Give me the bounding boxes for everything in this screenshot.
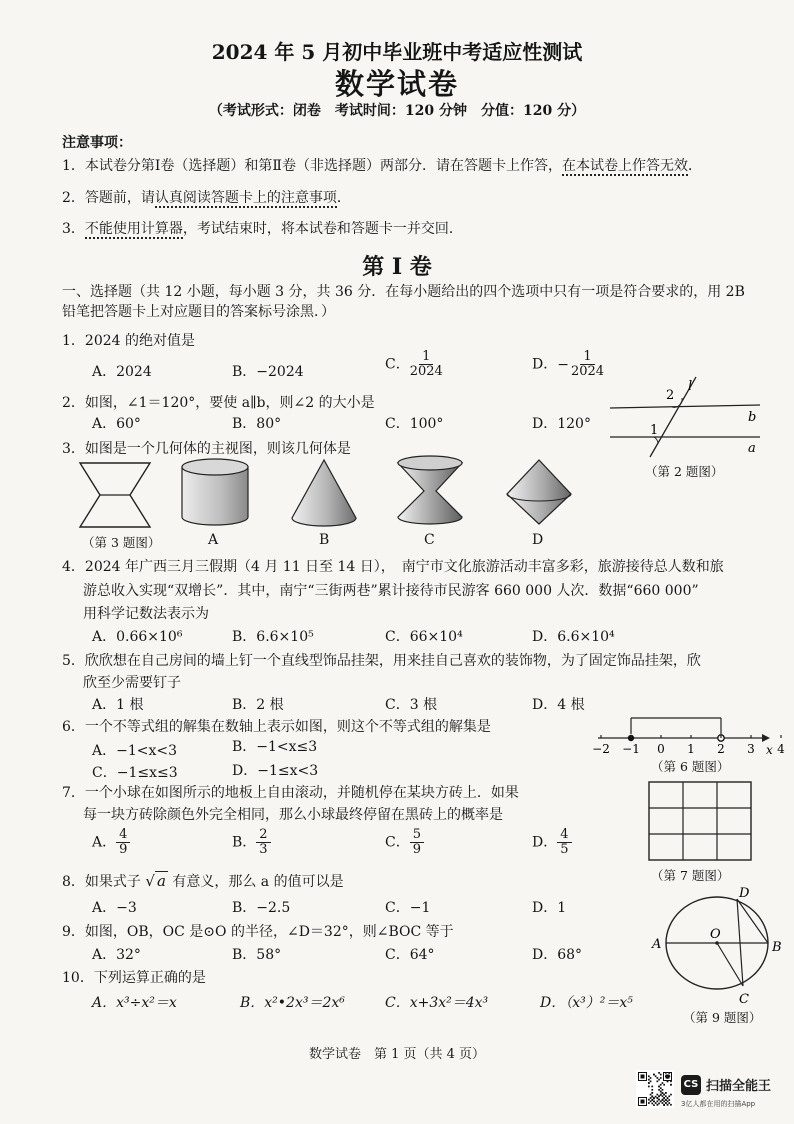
number-line-arrow: [762, 734, 770, 742]
notice-item-1: 1．本试卷分第Ⅰ卷（选择题）和第Ⅱ卷（非选择题）两部分．请在答题卡上作答，在本试卷上作答无效．: [62, 158, 702, 174]
q9-option-c: C．64°: [385, 947, 435, 963]
q2-option-b: B．80°: [232, 416, 282, 432]
q7-option-b: B． $\frac{2}{3}$: [232, 828, 271, 857]
q6-caption: （第 6 题图）: [651, 759, 730, 774]
q2-label-l: l: [688, 379, 693, 394]
cs-logo-icon: CS: [681, 1075, 701, 1095]
q10-option-c: C．x+3x²＝4x³: [385, 995, 489, 1011]
q9-option-a: A．32°: [92, 947, 141, 963]
label-a: A: [652, 937, 662, 952]
q5-option-a: A．1 根: [92, 697, 144, 713]
q2-label-a: a: [748, 441, 756, 456]
q4-line-2: 游总收入实现“双增长”．其中，南宁“三街两巷”累计接待市民游客 660 000 人次．数据“660 000”: [83, 583, 699, 599]
q2-figure: [610, 375, 770, 460]
q4-option-b: B．6.6×10⁵: [232, 629, 314, 645]
q1-option-b: B．−2024: [232, 364, 304, 380]
q1-option-a: A．2024: [92, 364, 152, 380]
q1-option-d: D．− $\frac{1}{2024}$: [532, 349, 605, 379]
tick-label: −2: [592, 742, 610, 756]
notice-item-2: 2．答题前，请认真阅读答题卡上的注意事项．: [62, 190, 351, 206]
q3-option-a-cylinder: [180, 457, 252, 527]
q6-stem: 6．一个不等式组的解集在数轴上表示如图，则这个不等式组的解集是: [62, 719, 491, 735]
q5-line-2: 欣至少需要钉子: [83, 675, 181, 691]
q6-number-line: [590, 710, 785, 760]
q7-option-a: A． $\frac{4}{9}$: [92, 828, 130, 857]
q4-line-1: 4．2024 年广西三月三假期（4 月 11 日至 14 日）， 南宁市文化旅游活动丰富多彩，旅游接待总人数和旅: [62, 559, 724, 575]
q6-option-d: D．−1≤x<3: [232, 763, 319, 779]
page-footer: 数学试卷 第 1 页（共 4 页）: [308, 1047, 486, 1062]
q2-label-1: 1: [650, 423, 659, 438]
label-o: O: [710, 927, 721, 942]
q3-stem: 3．如图是一个几何体的主视图，则该几何体是: [62, 441, 351, 457]
axis-var-label: x: [766, 743, 773, 757]
q5-option-b: B．2 根: [232, 697, 284, 713]
q10-option-d: D．（x³）²＝x⁵: [540, 995, 633, 1011]
q3-label-c: C: [424, 532, 435, 548]
q4-line-3: 用科学记数法表示为: [83, 606, 209, 622]
notice-heading: 注意事项：: [62, 135, 132, 151]
q2-option-c: C．100°: [385, 416, 444, 432]
q10-stem: 10．下列运算正确的是: [62, 970, 206, 986]
q2-label-b: b: [748, 410, 757, 425]
line-b: [610, 405, 760, 408]
q1-option-c: C． $\frac{1}{2024}$: [385, 349, 443, 379]
q8-option-a: A．−3: [92, 900, 137, 916]
q2-label-2: 2: [666, 388, 675, 403]
q7-option-c: C． $\frac{5}{9}$: [385, 828, 424, 857]
q7-line-1: 7．一个小球在如图所示的地板上自由滚动，并随机停在某块方砖上．如果: [62, 785, 519, 801]
q3-caption: （第 3 题图）: [82, 535, 161, 550]
q7-tile-floor: [648, 781, 754, 863]
q4-option-d: D．6.6×10⁴: [532, 629, 615, 645]
tick-label: 4: [777, 742, 785, 756]
scanner-app-name: 扫描全能王: [706, 1079, 772, 1094]
q3-option-c-hourglass: [396, 455, 466, 527]
qr-code-icon: [636, 1070, 674, 1108]
radius-oc: [717, 943, 743, 986]
tick-label: 1: [687, 742, 695, 756]
tick-label: 3: [747, 742, 755, 756]
tick-label: −1: [622, 742, 640, 756]
q2-option-a: A．60°: [92, 416, 141, 432]
q9-caption: （第 9 题图）: [683, 1010, 762, 1025]
q5-line-1: 5．欣欣想在自己房间的墙上钉一个直线型饰品挂架，用来挂自己喜欢的装饰物，为了固定饰品挂架，欣: [62, 653, 701, 669]
q2-caption: （第 2 题图）: [645, 464, 724, 479]
q3-option-b-cone: [290, 460, 360, 528]
label-d: D: [739, 886, 750, 901]
q3-label-a: A: [208, 532, 219, 548]
notice-item-3: 3．不能使用计算器，考试结束时，将本试卷和答题卡一并交回．: [62, 221, 463, 237]
subject-title: 数学试卷: [334, 67, 459, 101]
q8-option-b: B．−2.5: [232, 900, 291, 916]
q6-option-a: A．−1<x<3: [92, 743, 178, 759]
q4-option-a: A．0.66×10⁶: [92, 629, 183, 645]
q3-label-d: D: [532, 532, 544, 548]
q3-label-b: B: [319, 532, 330, 548]
q8-option-d: D．1: [532, 900, 567, 916]
q7-caption: （第 7 题图）: [651, 868, 730, 883]
q10-option-b: B．x²•2x³＝2x⁶: [240, 995, 345, 1011]
section-instruction-2: 铅笔把答题卡上对应题目的答案标号涂黑．）: [62, 304, 335, 320]
q1-stem: 1．2024 的绝对值是: [62, 333, 195, 349]
q5-option-d: D．4 根: [532, 697, 585, 713]
q5-option-c: C．3 根: [385, 697, 438, 713]
tick-label: 2: [717, 742, 725, 756]
q2-stem: 2．如图，∠1＝120°，要使 a∥b，则∠2 的大小是: [62, 395, 375, 411]
q6-option-c: C．−1≤x≤3: [92, 765, 178, 781]
q10-option-a: A．x³÷x²＝x: [92, 995, 177, 1011]
q3-option-d-spindle: [505, 460, 575, 526]
q9-option-d: D．68°: [532, 947, 583, 963]
q9-option-b: B．58°: [232, 947, 282, 963]
q8-stem: 8．如果式子 √ a 有意义，那么 a 的值可以是: [62, 872, 344, 890]
q9-circle-figure: [652, 885, 794, 1010]
scanner-tagline: 3亿人都在用的扫描App: [681, 1100, 756, 1108]
section-instruction-1: 一、选择题（共 12 小题，每小题 3 分，共 36 分．在每小题给出的四个选项中只有一项是符合要求的，用 2B: [62, 284, 745, 300]
q6-option-b: B．−1<x≤3: [232, 739, 318, 755]
exam-title: 2024 年 5 月初中毕业班中考适应性测试: [211, 40, 583, 64]
q2-option-d: D．120°: [532, 416, 591, 432]
chord-db: [737, 899, 768, 943]
q7-option-d: D． $\frac{4}{5}$: [532, 828, 572, 857]
section-title: 第 I 卷: [362, 254, 432, 280]
q9-stem: 9．如图，OB，OC 是⊙O 的半径，∠D＝32°，则∠BOC 等于: [62, 924, 454, 940]
q3-front-view: [80, 463, 155, 528]
tick-label: 0: [657, 742, 665, 756]
q8-option-c: C．−1: [385, 900, 431, 916]
label-b: B: [772, 940, 782, 955]
label-c: C: [739, 992, 749, 1007]
q4-option-c: C．66×10⁴: [385, 629, 463, 645]
exam-info: （考试形式：闭卷 考试时间：120 分钟 分值：120 分）: [208, 103, 586, 119]
q7-line-2: 每一块方砖除颜色外完全相同，那么小球最终停留在黑砖上的概率是: [83, 807, 503, 823]
